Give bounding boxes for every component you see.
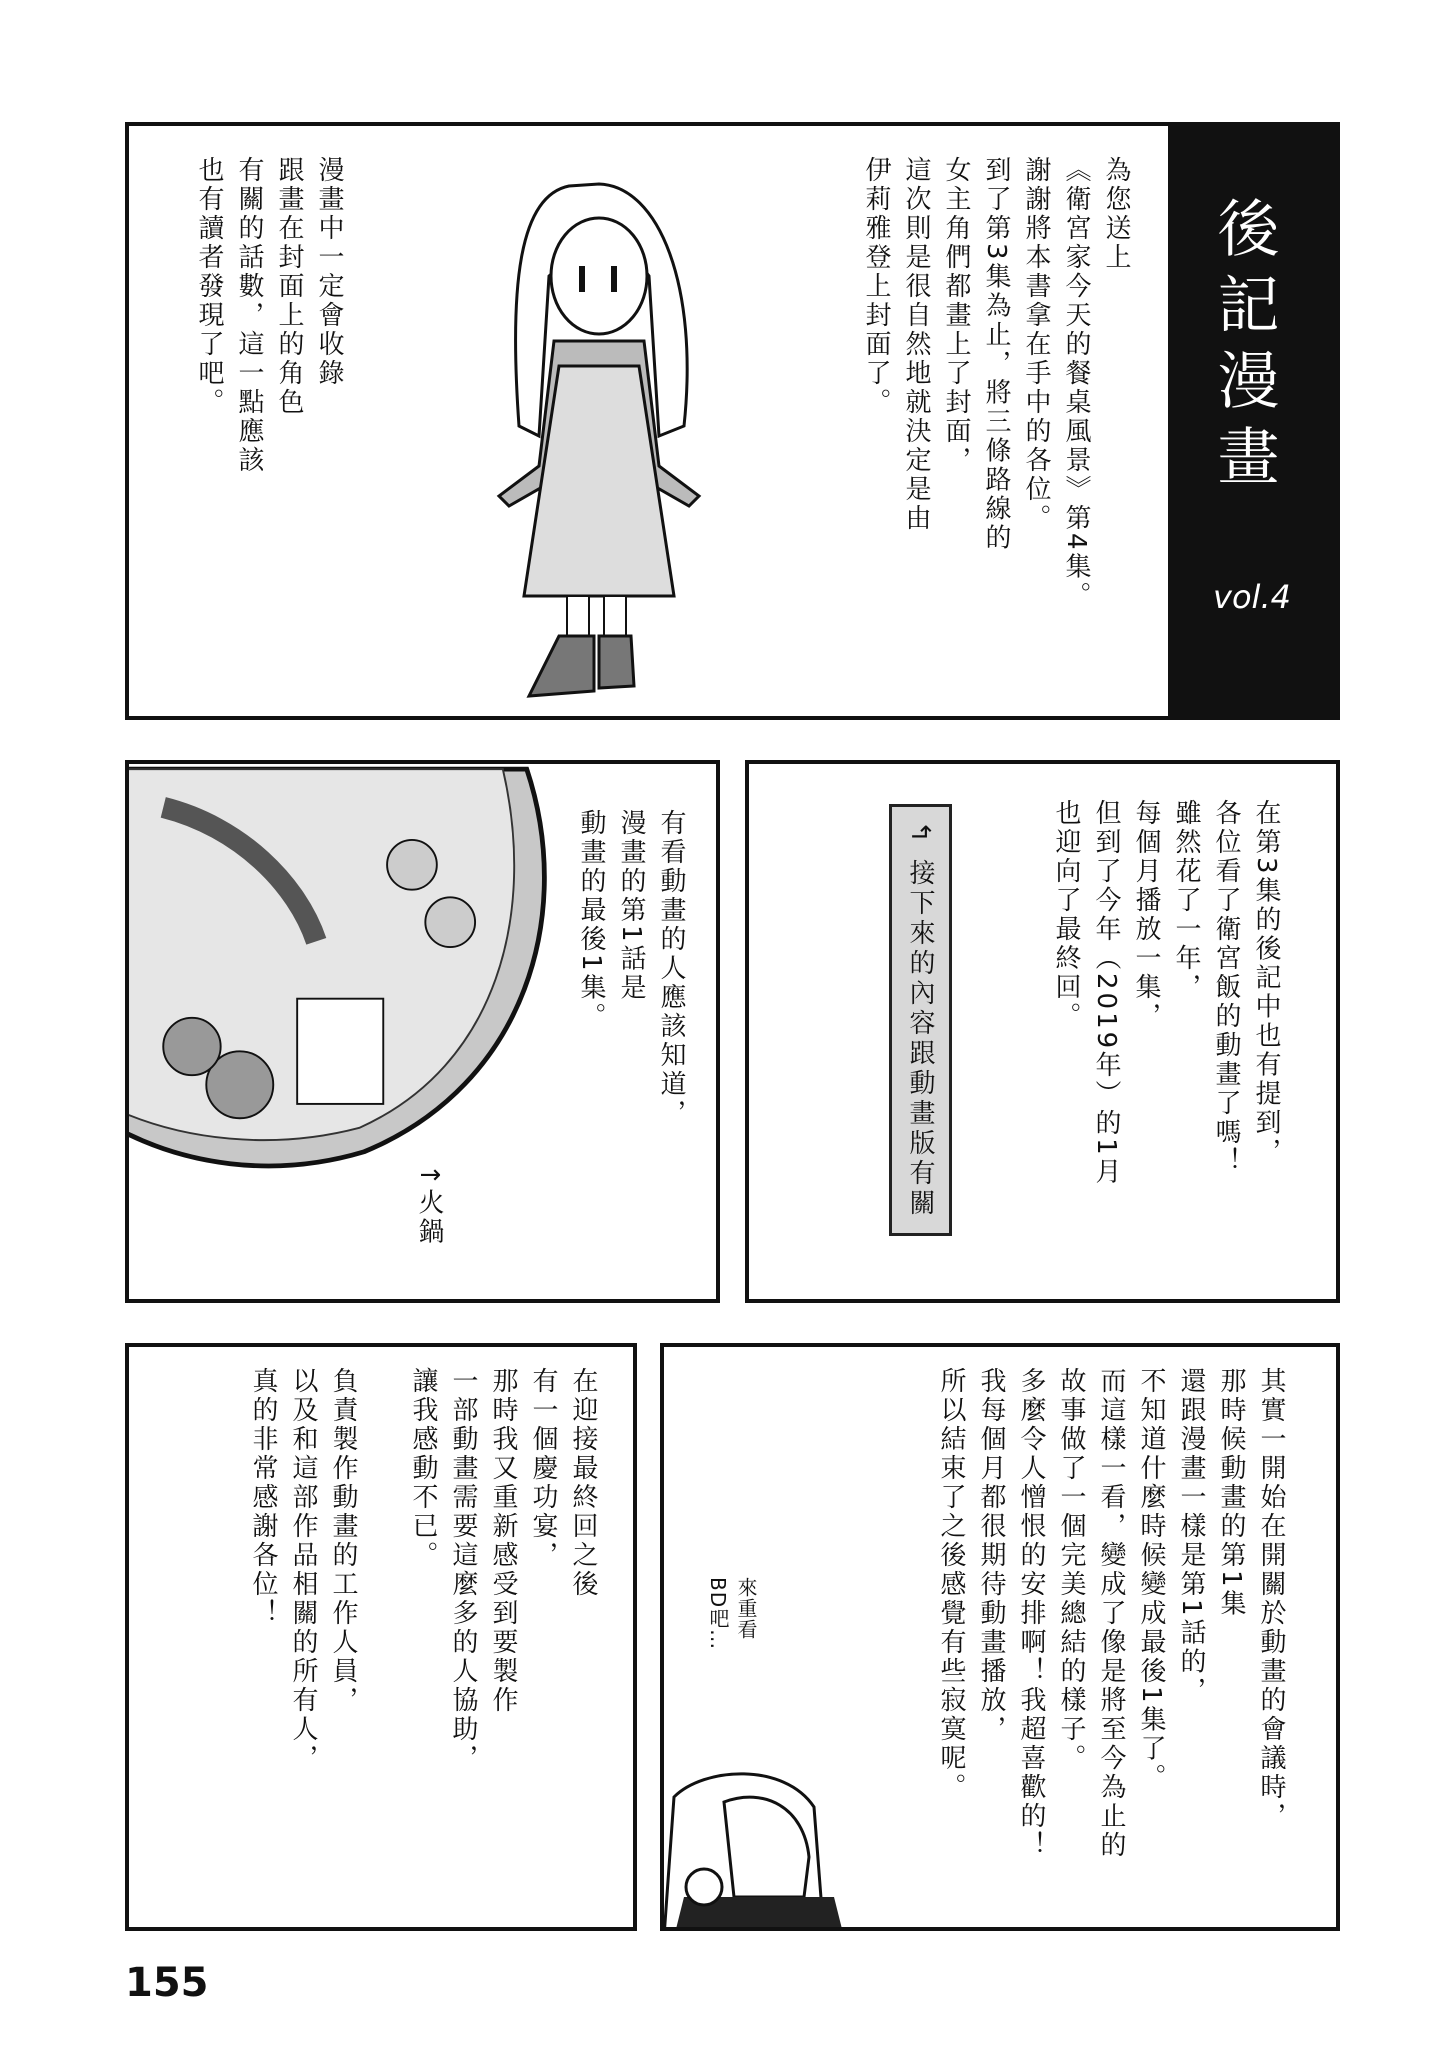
text-line: 有一個慶功宴， (528, 1367, 558, 1570)
text-line: 多麼令人憎恨的安排啊！我超喜歡的！ (1016, 1367, 1046, 1860)
text-line: 女主角們都畫上了封面， (941, 156, 971, 475)
text-line: 每個月播放一集， (1131, 799, 1161, 1031)
page-number: 155 (125, 1960, 209, 2006)
anime-final-text (1046, 799, 1286, 1289)
spoiler-note-box: ↰ 接下來的內容跟動畫版有關 (889, 804, 952, 1236)
text-line: 也有讀者發現了吧。 (194, 156, 224, 417)
text-line: 但到了今年（2019年）的1月 (1091, 799, 1121, 1187)
text-line: 到了第3集為止，將三條路線的 (981, 156, 1011, 553)
text-line: 其實一開始在開關於動畫的會議時， (1256, 1367, 1286, 1831)
text-line: 在迎接最終回之後 (568, 1367, 598, 1599)
speech-text (704, 1577, 760, 1697)
text-line: 有關的話數，這一點應該 (234, 156, 264, 475)
text-line: 所以結束了之後感覺有些寂寞呢。 (936, 1367, 966, 1802)
text-line: 讓我感動不已。 (408, 1367, 438, 1570)
panel-anime-final (745, 760, 1340, 1303)
text-line: 伊莉雅登上封面了。 (861, 156, 891, 417)
cover-text (189, 156, 349, 696)
hotpot-label-column (409, 1164, 449, 1284)
text-line: 來重看 (734, 1577, 758, 1640)
memories-text (931, 1367, 1291, 1912)
text-line: 我每個月都很期待動畫播放， (976, 1367, 1006, 1744)
text-line: 在第3集的後記中也有提到， (1251, 799, 1281, 1167)
text-line: 而這樣一看，變成了像是將至今為止的 (1096, 1367, 1126, 1860)
panel-afterword-title (125, 122, 1340, 720)
text-line: 還跟漫畫一樣是第1話的， (1176, 1367, 1206, 1706)
text-line: 也迎向了最終回。 (1051, 799, 1081, 1031)
text-line: 各位看了衛宮飯的動畫了嗎！ (1211, 799, 1241, 1176)
text-line: 為您送上 (1101, 156, 1131, 272)
text-line: 《衛宮家今天的餐桌風景》第4集。 (1061, 156, 1091, 611)
text-line: 有看動畫的人應該知道， (656, 809, 686, 1128)
text-line: 一部動畫需要這麼多的人協助， (448, 1367, 478, 1773)
hotpot-label: ↑火鍋 (414, 1164, 444, 1247)
text-line: 那時候動畫的第1集 (1216, 1367, 1246, 1619)
chibi-character-illustration (664, 1767, 864, 1931)
hotpot-illustration (125, 760, 565, 1180)
text-line: 那時我又重新感受到要製作 (488, 1367, 518, 1715)
afterword-title: 後記漫畫 (1207, 196, 1280, 500)
text-line: 漫畫的第1話是 (616, 809, 646, 1003)
text-line: 故事做了一個完美總結的樣子。 (1056, 1367, 1086, 1773)
text-line: 謝謝將本書拿在手中的各位。 (1021, 156, 1051, 533)
thanks-text (243, 1367, 603, 1907)
text-line: 負責製作動畫的工作人員， (328, 1367, 358, 1715)
text-line: 真的非常感謝各位！ (248, 1367, 278, 1628)
text-line: 雖然花了一年， (1171, 799, 1201, 1002)
text-line: 漫畫中一定會收錄 (314, 156, 344, 388)
panel-anime-memories (660, 1343, 1340, 1931)
text-line: BD吧… (706, 1577, 730, 1651)
text-line: 這次則是很自然地就決定是由 (901, 156, 931, 533)
text-line: 動畫的最後1集。 (576, 809, 606, 1032)
panel-hotpot (125, 760, 720, 1303)
volume-label: vol.4 (1213, 578, 1291, 616)
panel-thanks (125, 1343, 637, 1931)
text-line: 不知道什麼時候變成最後1集了。 (1136, 1367, 1166, 1793)
text-line: 以及和這部作品相關的所有人， (288, 1367, 318, 1773)
text-line: 跟畫在封面上的角色 (274, 156, 304, 417)
title-bar (1168, 126, 1336, 716)
anime-note-text (571, 809, 691, 1279)
illya-illustration (459, 166, 749, 706)
intro-text (856, 156, 1136, 696)
